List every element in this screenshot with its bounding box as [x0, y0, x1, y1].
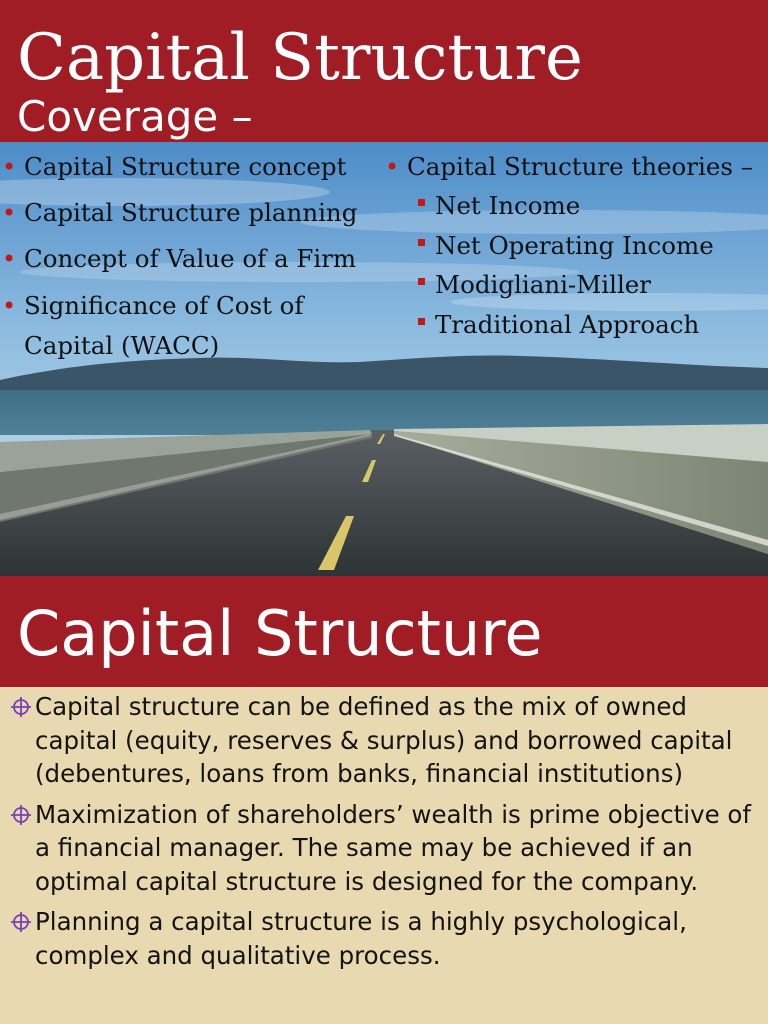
list-item: • Capital Structure concept	[2, 150, 357, 184]
theories-sub-list	[415, 186, 753, 344]
paragraph-text: Planning a capital structure is a highly psychological, complex and qualitative process.	[35, 907, 687, 970]
list-item	[0, 690, 768, 791]
sub-list-item: Net Operating Income	[415, 226, 753, 266]
list-item-line: Significance of Cost of	[24, 291, 304, 320]
crosshair-circle-icon	[10, 804, 32, 826]
slide1-header-band	[0, 0, 768, 142]
theories-heading: Capital Structure theories –	[407, 152, 753, 181]
list-item: • Concept of Value of a Firm	[2, 242, 357, 276]
slide2-header-band	[0, 576, 768, 687]
sub-list-item: Net Income	[415, 186, 753, 226]
coverage-list-left	[2, 150, 357, 378]
sub-list-item: Modigliani-Miller	[415, 265, 753, 305]
slide1-subtitle: Coverage –	[17, 92, 253, 141]
paragraph-text: Capital structure can be defined as the mix of owned capital (equity, reserves & surplus) and borrowed capital (debentures, loans from banks, financial institutions)	[35, 692, 733, 788]
list-item	[2, 286, 357, 366]
list-item	[385, 150, 753, 344]
list-item	[0, 798, 768, 899]
slide-capital-structure-definition	[0, 576, 768, 1024]
slide1-title: Capital Structure	[17, 21, 583, 95]
coverage-list-right	[385, 150, 753, 344]
sub-list-item: Traditional Approach	[415, 305, 753, 345]
list-item-line: Capital (WACC)	[24, 331, 220, 360]
crosshair-circle-icon	[10, 696, 32, 718]
paragraph-text: Maximization of shareholders’ wealth is prime objective of a financial manager. The same may be achieved if an optimal capital structure is designed for the company.	[35, 799, 752, 896]
crosshair-circle-icon	[10, 911, 32, 933]
slide2-bullet-list	[0, 690, 768, 979]
list-item: • Capital Structure planning	[2, 196, 357, 230]
list-item	[0, 905, 768, 972]
slide2-title: Capital Structure	[17, 597, 543, 670]
